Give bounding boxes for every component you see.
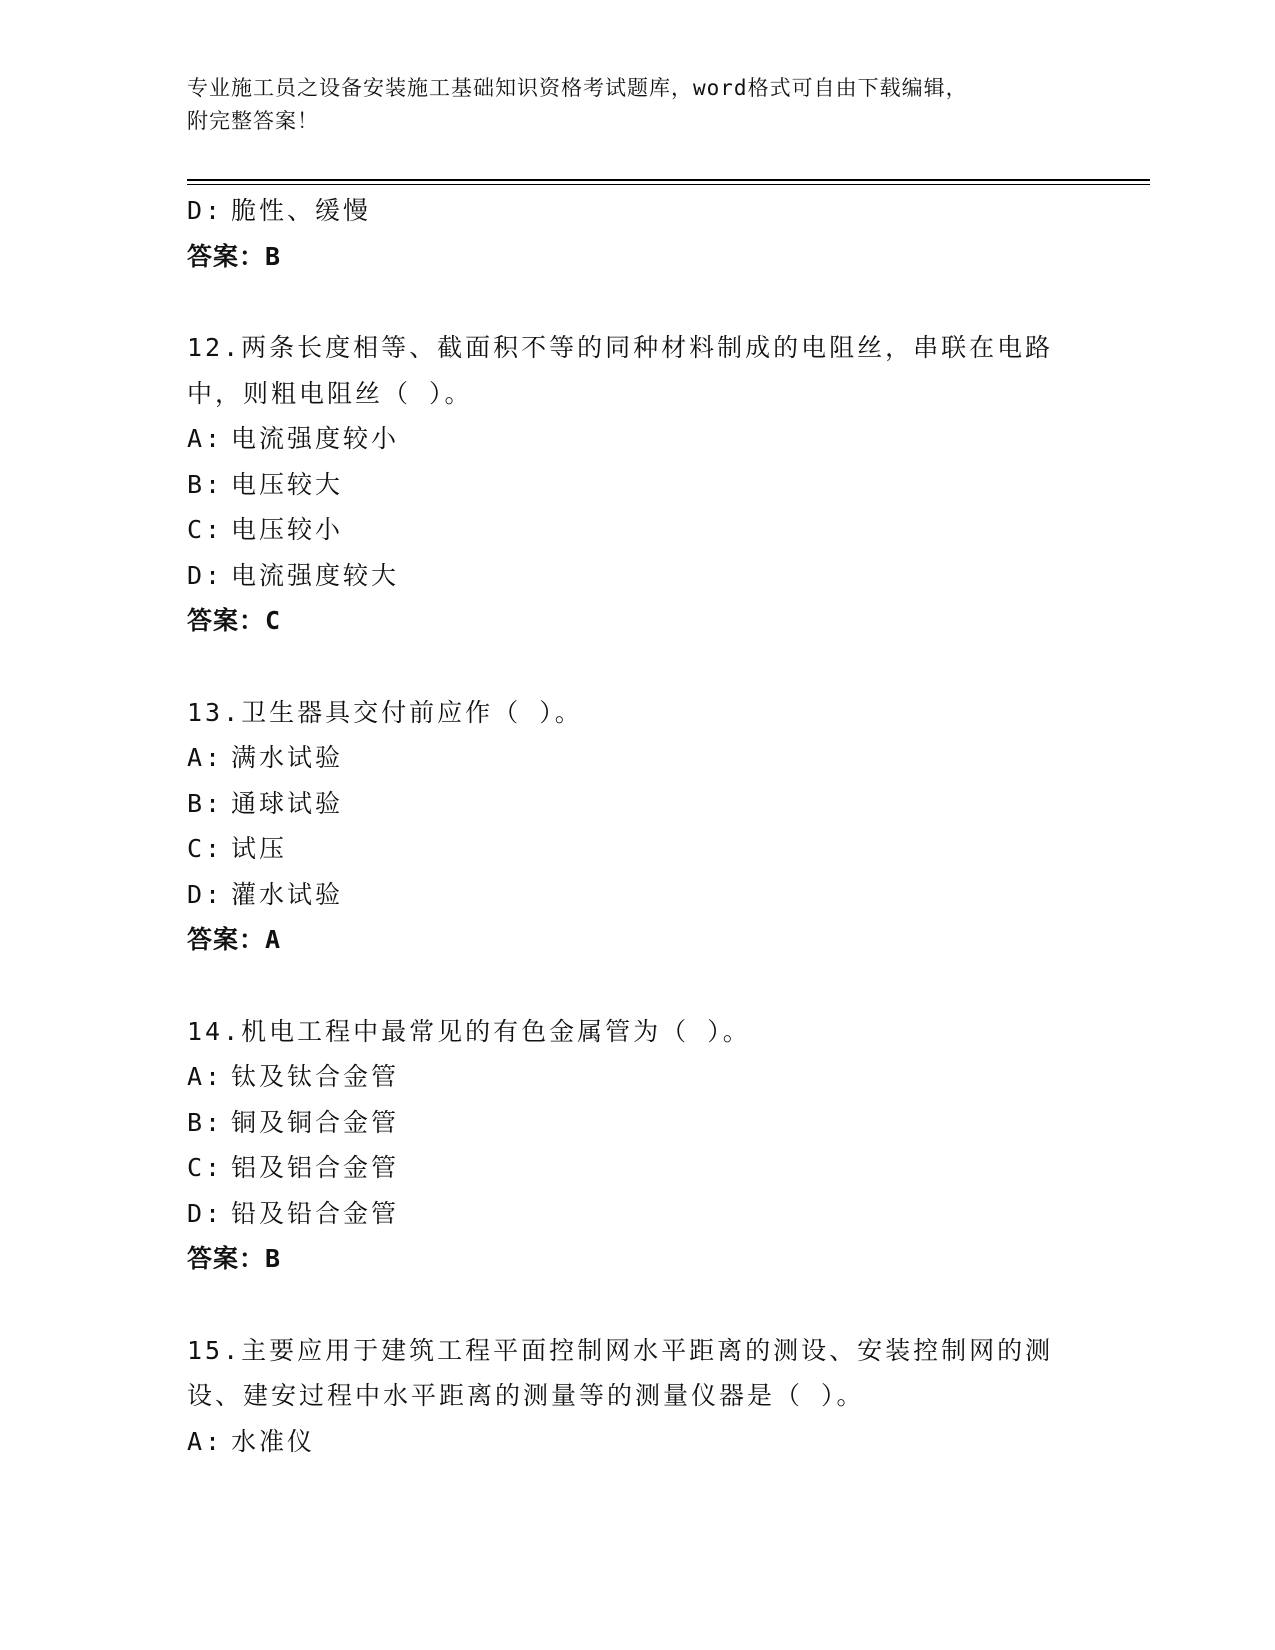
option-text: 脆性、缓慢 — [231, 196, 372, 225]
option-a — [187, 735, 1087, 781]
option-d — [187, 553, 1087, 599]
header-line-2: 附完整答案！ — [187, 109, 319, 133]
question-13 — [187, 690, 1087, 963]
option-text: 铅及铅合金管 — [231, 1198, 400, 1228]
option-letter: C: — [187, 515, 224, 544]
option-letter: D: — [187, 879, 224, 909]
header-rule-thin — [187, 184, 1150, 185]
question-15 — [187, 1328, 1087, 1465]
option-letter: B: — [187, 469, 224, 499]
option-text: 试压 — [231, 834, 288, 863]
option-text: 电流强度较小 — [231, 424, 400, 453]
option-d — [187, 188, 1087, 234]
option-text: 铜及铜合金管 — [231, 1107, 400, 1137]
option-b — [187, 1100, 1087, 1146]
question-stem: 12.两条长度相等、截面积不等的同种材料制成的电阻丝，串联在电路中，则粗电阻丝（ ）。 — [187, 333, 1054, 408]
option-letter: D: — [187, 196, 224, 225]
option-a — [187, 1054, 1087, 1100]
option-b — [187, 781, 1087, 827]
answer-label: 答案：B — [187, 1244, 282, 1273]
option-text: 水准仪 — [231, 1426, 316, 1456]
option-a — [187, 1419, 1087, 1465]
answer-label: 答案：C — [187, 606, 282, 635]
spacer — [187, 1282, 1087, 1328]
question-12 — [187, 325, 1087, 644]
spacer — [187, 644, 1087, 690]
option-text: 电流强度较大 — [231, 560, 400, 590]
question-stem: 14.机电工程中最常见的有色金属管为（ ）。 — [187, 1016, 751, 1046]
option-c — [187, 1145, 1087, 1191]
document-header — [187, 72, 1087, 138]
option-text: 电压较小 — [231, 515, 344, 544]
question-stem: 15.主要应用于建筑工程平面控制网水平距离的测设、安装控制网的测设、建安过程中水平距离的测量等的测量仪器是（ ）。 — [187, 1335, 1054, 1410]
option-d — [187, 872, 1087, 918]
option-text: 满水试验 — [231, 743, 344, 772]
option-letter: D: — [187, 1198, 224, 1228]
question-list — [187, 188, 1087, 1464]
option-letter: A: — [187, 1062, 224, 1091]
option-letter: B: — [187, 788, 224, 818]
question-14 — [187, 1009, 1087, 1282]
option-text: 钛及钛合金管 — [231, 1062, 400, 1091]
question-stem: 13.卫生器具交付前应作（ ）。 — [187, 697, 583, 727]
option-letter: B: — [187, 1107, 224, 1137]
option-letter: D: — [187, 560, 224, 590]
spacer — [187, 279, 1087, 325]
option-text: 灌水试验 — [231, 879, 344, 909]
option-text: 电压较大 — [231, 469, 344, 499]
option-text: 铝及铝合金管 — [231, 1153, 400, 1182]
option-c — [187, 507, 1087, 553]
option-letter: A: — [187, 424, 224, 453]
option-letter: A: — [187, 743, 224, 772]
answer-label: 答案：A — [187, 925, 282, 954]
option-c — [187, 826, 1087, 872]
option-text: 通球试验 — [231, 788, 344, 818]
option-letter: A: — [187, 1426, 224, 1456]
answer-label: 答案：B — [187, 241, 282, 271]
option-d — [187, 1191, 1087, 1237]
option-a — [187, 416, 1087, 462]
option-letter: C: — [187, 1153, 224, 1182]
header-line-1: 专业施工员之设备安装施工基础知识资格考试题库，word格式可自由下载编辑， — [187, 76, 968, 100]
option-letter: C: — [187, 834, 224, 863]
option-b — [187, 462, 1087, 508]
spacer — [187, 963, 1087, 1009]
header-rule-thick — [187, 179, 1150, 181]
